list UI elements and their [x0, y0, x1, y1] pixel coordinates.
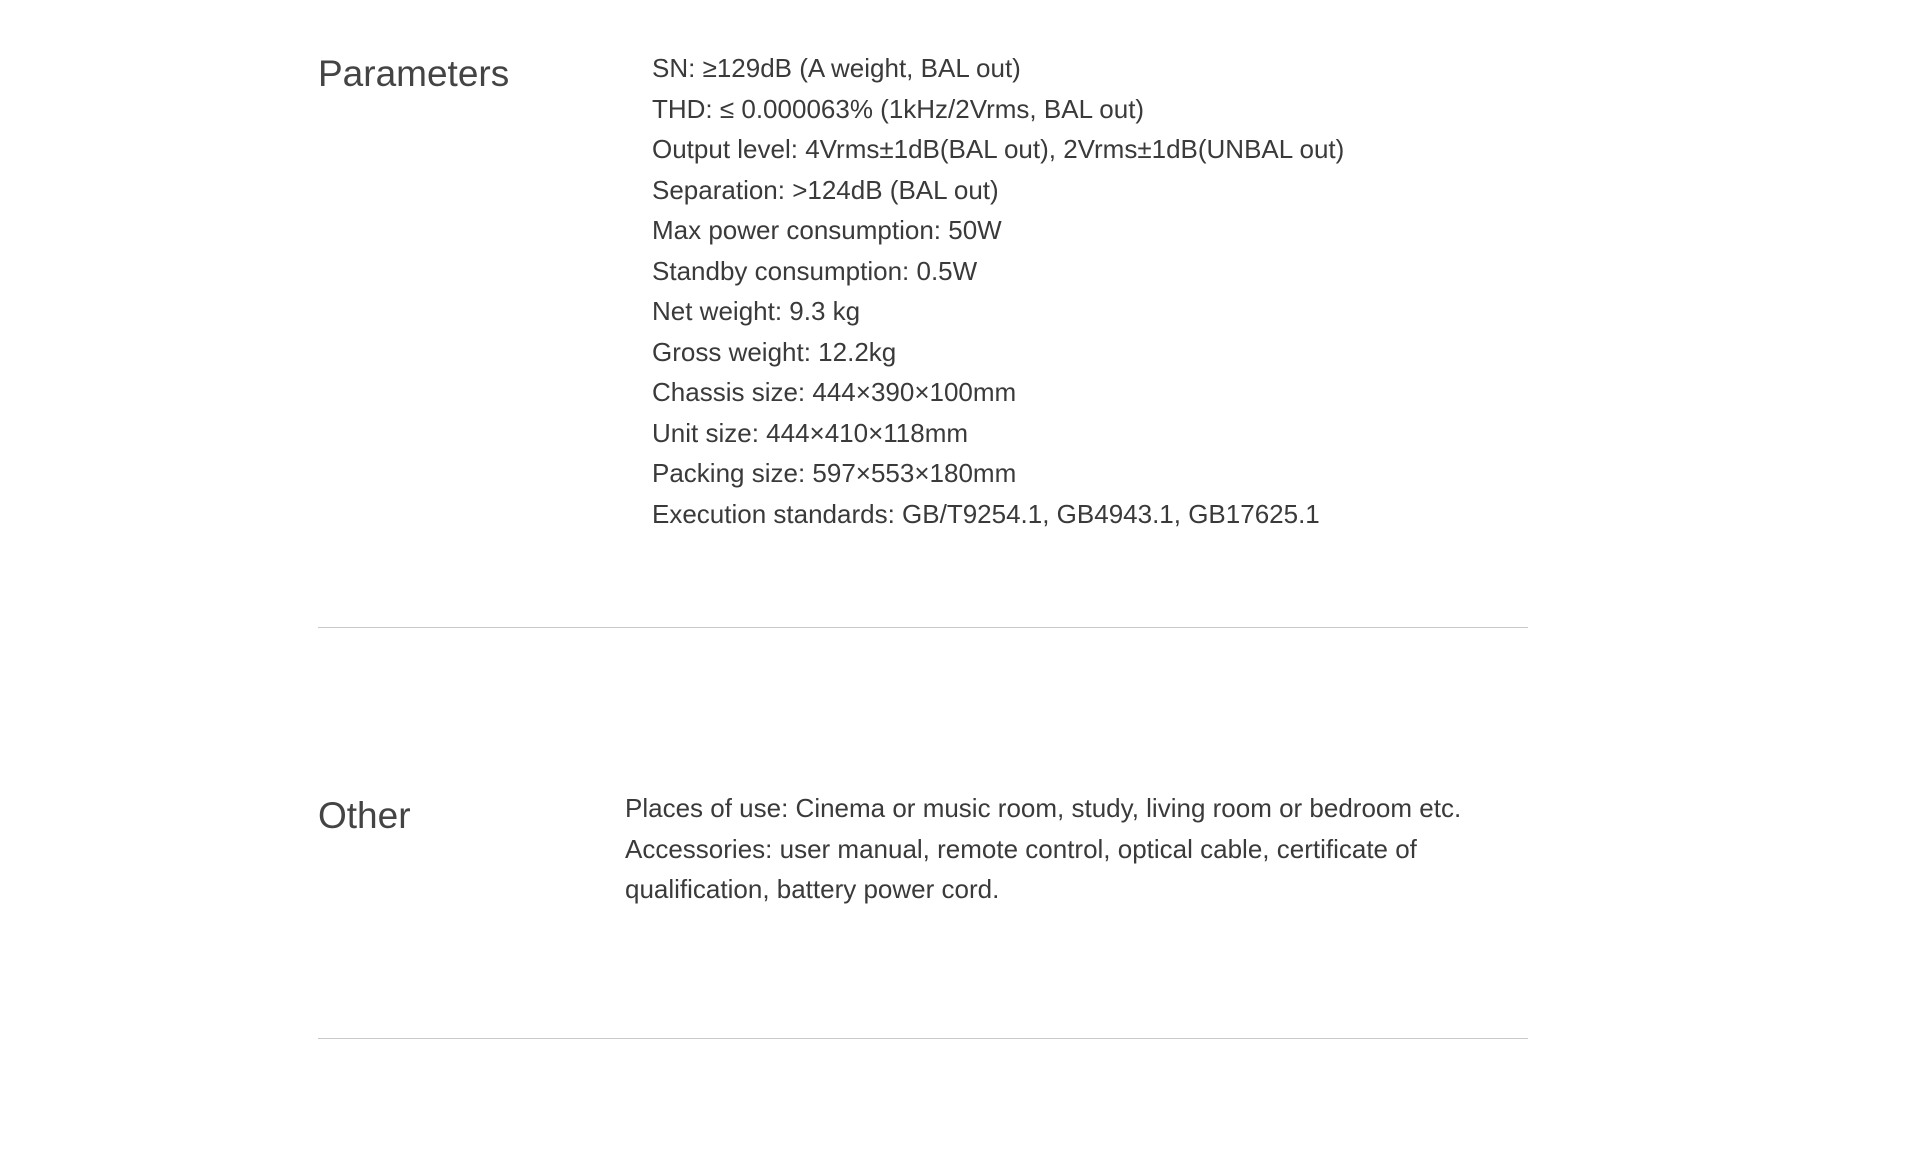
param-packing-size: Packing size: 597×553×180mm: [652, 458, 1017, 488]
param-standby: Standby consumption: 0.5W: [652, 255, 978, 286]
param-thd: THD: ≤ 0.000063% (1kHz/2Vrms, BAL out): [652, 93, 1145, 124]
other-title: Other: [318, 795, 411, 836]
param-sn: SN: ≥129dB (A weight, BAL out): [652, 53, 1021, 83]
param-unit-size: Unit size: 444×410×118mm: [652, 417, 969, 448]
param-execution-standards: Execution standards: GB/T9254.1, GB4943.1, GB17625.1: [652, 498, 1320, 529]
param-chassis-size: Chassis size: 444×390×100mm: [652, 377, 1017, 407]
param-output-level: Output level: 4Vrms±1dB(BAL out), 2Vrms±1dB(UNBAL out): [652, 134, 1345, 164]
other-section: [318, 780, 1528, 1030]
other-paragraph: [625, 788, 1545, 910]
parameters-list: [652, 48, 1344, 534]
param-max-power: Max power consumption: 50W: [652, 215, 1002, 245]
other-divider: [318, 1038, 1528, 1039]
parameters-divider: [318, 627, 1528, 628]
param-separation: Separation: >124dB (BAL out): [652, 174, 999, 205]
accessories: Accessories: user manual, remote control, optical cable, certificate of qualification, battery power cord.: [625, 833, 1417, 904]
param-net-weight: Net weight: 9.3 kg: [652, 296, 861, 326]
places-of-use: Places of use: Cinema or music room, study, living room or bedroom etc.: [625, 793, 1462, 823]
parameters-section: [318, 0, 1528, 620]
parameters-title: Parameters: [318, 53, 510, 94]
param-gross-weight: Gross weight: 12.2kg: [652, 336, 897, 367]
